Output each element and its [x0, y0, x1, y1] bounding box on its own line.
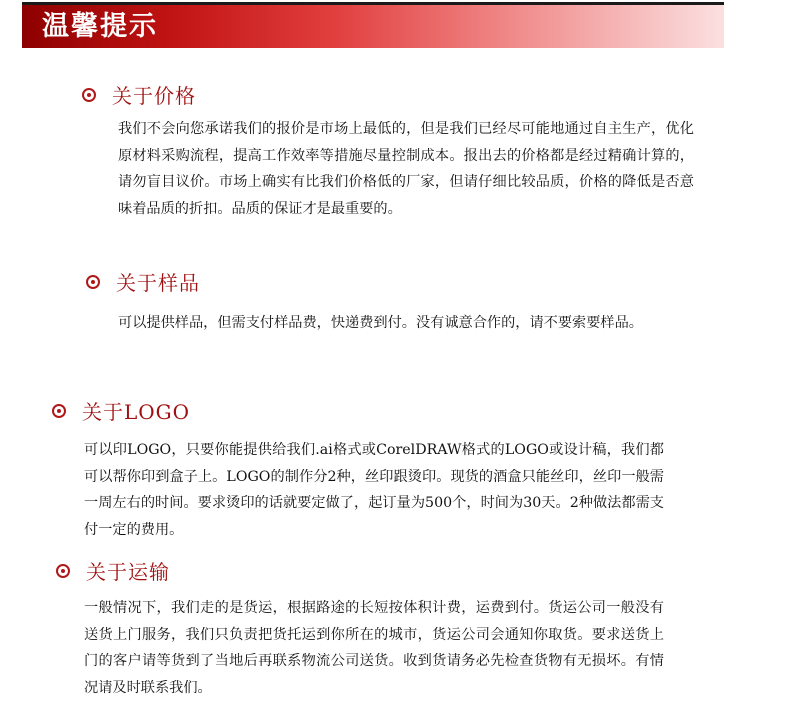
- circle-dot-icon: [82, 88, 96, 102]
- section-heading-price: [82, 80, 196, 109]
- section-body-logo: 可以印LOGO，只要你能提供给我们.ai格式或CorelDRAW格式的LOGO或设计稿，我们都可以帮你印到盒子上。LOGO的制作分2种，丝印跟烫印。现货的酒盒只能丝印，丝印一般需一周左右的时间。要求烫印的话就要定做了，起订量为500个，时间为30天。2种做法都需支付一定的费用。: [84, 442, 664, 538]
- circle-dot-icon: [52, 404, 66, 418]
- section-body-samples: 可以提供样品，但需支付样品费，快递费到付。没有诚意合作的，请不要索要样品。: [118, 315, 643, 331]
- section-body-price: 我们不会向您承诺我们的报价是市场上最低的，但是我们已经尽可能地通过自主生产，优化原材料采购流程，提高工作效率等措施尽量控制成本。报出去的价格都是经过精确计算的，请勿盲目议价。市场上确实有比我们价格低的厂家，但请仔细比较品质，价格的降低是否意味着品质的折扣。品质的保证才是最重要的。: [118, 121, 694, 217]
- page-title: 温馨提示: [42, 11, 158, 42]
- section-title: 关于运输: [86, 560, 170, 584]
- circle-dot-icon: [86, 275, 100, 289]
- circle-dot-icon: [56, 564, 70, 578]
- section-heading-shipping: [56, 556, 170, 585]
- section-heading-logo: [52, 396, 190, 425]
- header-banner: [22, 2, 724, 48]
- section-heading-samples: [86, 267, 200, 296]
- section-title: 关于价格: [112, 84, 196, 108]
- section-body-shipping: 一般情况下，我们走的是货运，根据路途的长短按体积计费，运费到付。货运公司一般没有送货上门服务，我们只负责把货托运到你所在的城市，货运公司会通知你取货。要求送货上门的客户请等货到了当地后再联系物流公司送货。收到货请务必先检查货物有无损坏。有情况请及时联系我们。: [84, 600, 664, 696]
- section-title: 关于样品: [116, 271, 200, 295]
- section-title: 关于LOGO: [82, 400, 191, 424]
